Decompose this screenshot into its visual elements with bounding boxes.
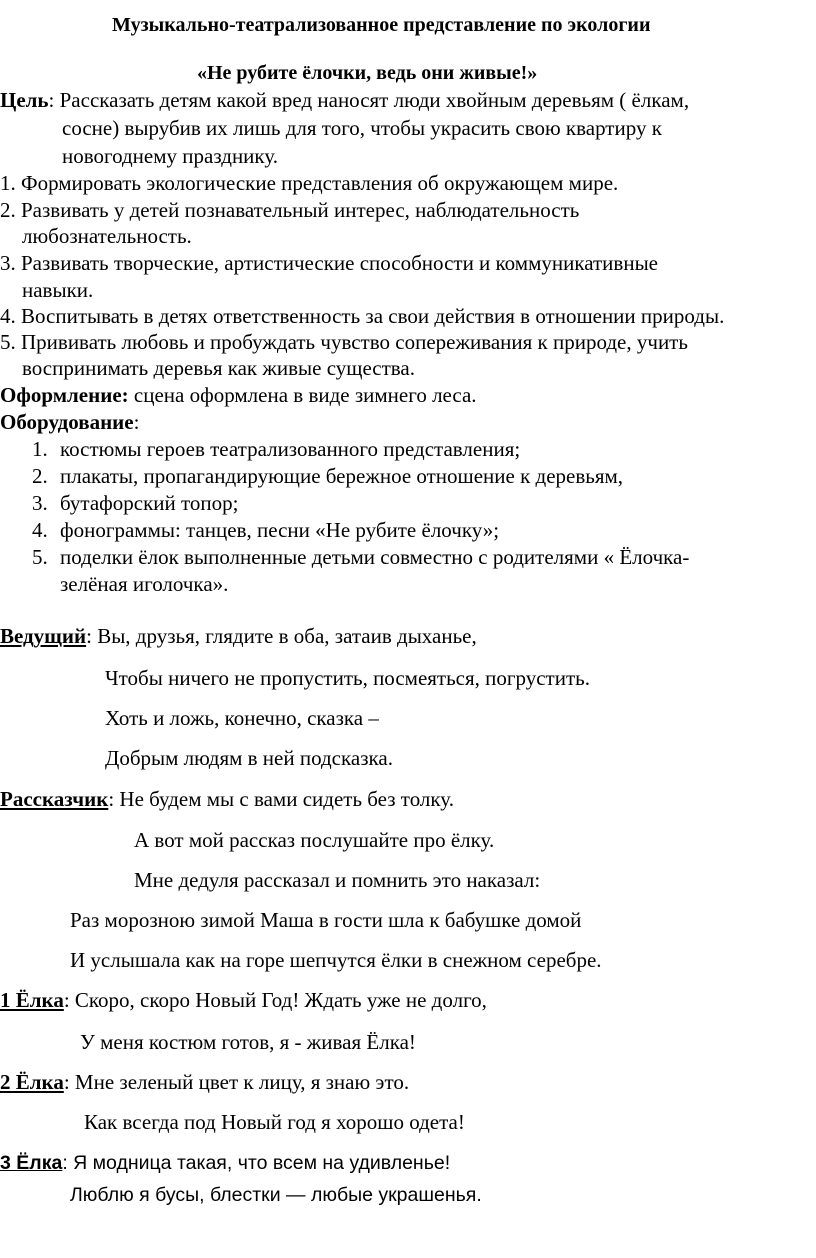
goal-text-1: : Рассказать детям какой вред наносят люди хвойным деревьям ( ёлкам, xyxy=(48,88,690,112)
task-number: 1. xyxy=(0,171,16,195)
task-text: Развивать творческие, артистические способности и коммуникативные xyxy=(21,251,658,275)
task-text: Развивать у детей познавательный интерес, наблюдательность xyxy=(21,198,580,222)
host-text-1: : Вы, друзья, глядите в оба, затаив дыханье, xyxy=(86,624,477,648)
task-3 xyxy=(0,251,658,276)
task-number: 3. xyxy=(0,251,16,275)
task-5-cont: воспринимать деревья как живые существа. xyxy=(22,356,415,380)
task-2-cont: любознательность. xyxy=(22,224,192,248)
equipment-item-1: костюмы героев театрализованного представления; xyxy=(60,437,521,461)
equipment-label: Оборудование xyxy=(0,410,134,434)
tree3-text-2: Люблю я бусы, блестки — любые украшенья. xyxy=(70,1184,482,1206)
tree2-text-1: : Мне зеленый цвет к лицу, я знаю это. xyxy=(63,1070,410,1094)
equipment-num-1: 1. xyxy=(32,437,48,461)
host-line-1 xyxy=(0,624,477,649)
narrator-line-1 xyxy=(0,787,454,812)
task-number: 4. xyxy=(0,304,16,328)
task-2 xyxy=(0,198,579,223)
speaker-host: Ведущий xyxy=(0,624,87,648)
task-3-cont: навыки. xyxy=(22,278,94,302)
equipment-item-5-cont: зелёная иголочка». xyxy=(60,572,229,596)
document-title: Музыкально-театрализованное представление по экологии xyxy=(112,14,651,36)
goal-text-3: новогоднему празднику. xyxy=(62,144,278,168)
narrator-text-4: Раз морозною зимой Маша в гости шла к бабушке домой xyxy=(70,908,582,932)
equipment-item-2: плакаты, пропагандирующие бережное отношение к деревьям, xyxy=(60,464,624,488)
design-text: сцена оформлена в виде зимнего леса. xyxy=(128,383,477,407)
tree1-line-1 xyxy=(0,988,487,1013)
tree1-text-1: : Скоро, скоро Новый Год! Ждать уже не долго, xyxy=(63,988,487,1012)
equipment-item-3: бутафорский топор; xyxy=(60,491,239,515)
task-number: 5. xyxy=(0,330,16,354)
task-4 xyxy=(0,304,724,329)
tree2-text-2: Как всегда под Новый год я хорошо одета! xyxy=(84,1110,465,1134)
equipment-colon: : xyxy=(133,410,140,434)
task-text: Воспитывать в детях ответственность за свои действия в отношении природы. xyxy=(21,304,725,328)
speaker-narrator: Рассказчик xyxy=(0,787,109,811)
goal-label: Цель xyxy=(0,88,49,112)
task-number: 2. xyxy=(0,198,16,222)
host-text-4: Добрым людям в ней подсказка. xyxy=(105,746,393,770)
equipment-num-4: 4. xyxy=(32,518,48,542)
speaker-tree-1: 1 Ёлка xyxy=(0,988,64,1012)
design-line xyxy=(0,383,477,408)
task-5 xyxy=(0,330,688,355)
tree3-line-1 xyxy=(0,1152,450,1175)
speaker-tree-2: 2 Ёлка xyxy=(0,1070,64,1094)
equipment-item-5: поделки ёлок выполненные детьми совместно с родителями « Ёлочка- xyxy=(60,545,690,569)
host-text-3: Хоть и ложь, конечно, сказка – xyxy=(105,706,379,730)
design-label: Оформление: xyxy=(0,383,129,407)
task-text: Прививать любовь и пробуждать чувство сопереживания к природе, учить xyxy=(21,330,688,354)
task-text: Формировать экологические представления об окружающем мире. xyxy=(21,171,619,195)
tree2-line-1 xyxy=(0,1070,409,1095)
document-subtitle: «Не рубите ёлочки, ведь они живые!» xyxy=(197,62,538,84)
narrator-text-5: И услышала как на горе шепчутся ёлки в снежном серебре. xyxy=(70,948,602,972)
goal-line-1 xyxy=(0,88,689,113)
narrator-text-2: А вот мой рассказ послушайте про ёлку. xyxy=(134,828,495,852)
equipment-heading xyxy=(0,410,139,435)
host-text-2: Чтобы ничего не пропустить, посмеяться, погрустить. xyxy=(105,666,590,690)
equipment-item-4: фонограммы: танцев, песни «Не рубите ёлочку»; xyxy=(60,518,500,542)
goal-text-2: сосне) вырубив их лишь для того, чтобы украсить свою квартиру к xyxy=(62,116,662,140)
equipment-num-3: 3. xyxy=(32,491,48,515)
narrator-text-3: Мне дедуля рассказал и помнить это наказал: xyxy=(134,868,541,892)
tree1-text-2: У меня костюм готов, я - живая Ёлка! xyxy=(80,1030,416,1054)
task-1 xyxy=(0,171,618,196)
speaker-tree-3: 3 Ёлка xyxy=(0,1152,63,1174)
equipment-num-5: 5. xyxy=(32,545,48,569)
tree3-text-1: : Я модница такая, что всем на удивленье! xyxy=(62,1152,451,1174)
narrator-text-1: : Не будем мы с вами сидеть без толку. xyxy=(108,787,454,811)
equipment-num-2: 2. xyxy=(32,464,48,488)
